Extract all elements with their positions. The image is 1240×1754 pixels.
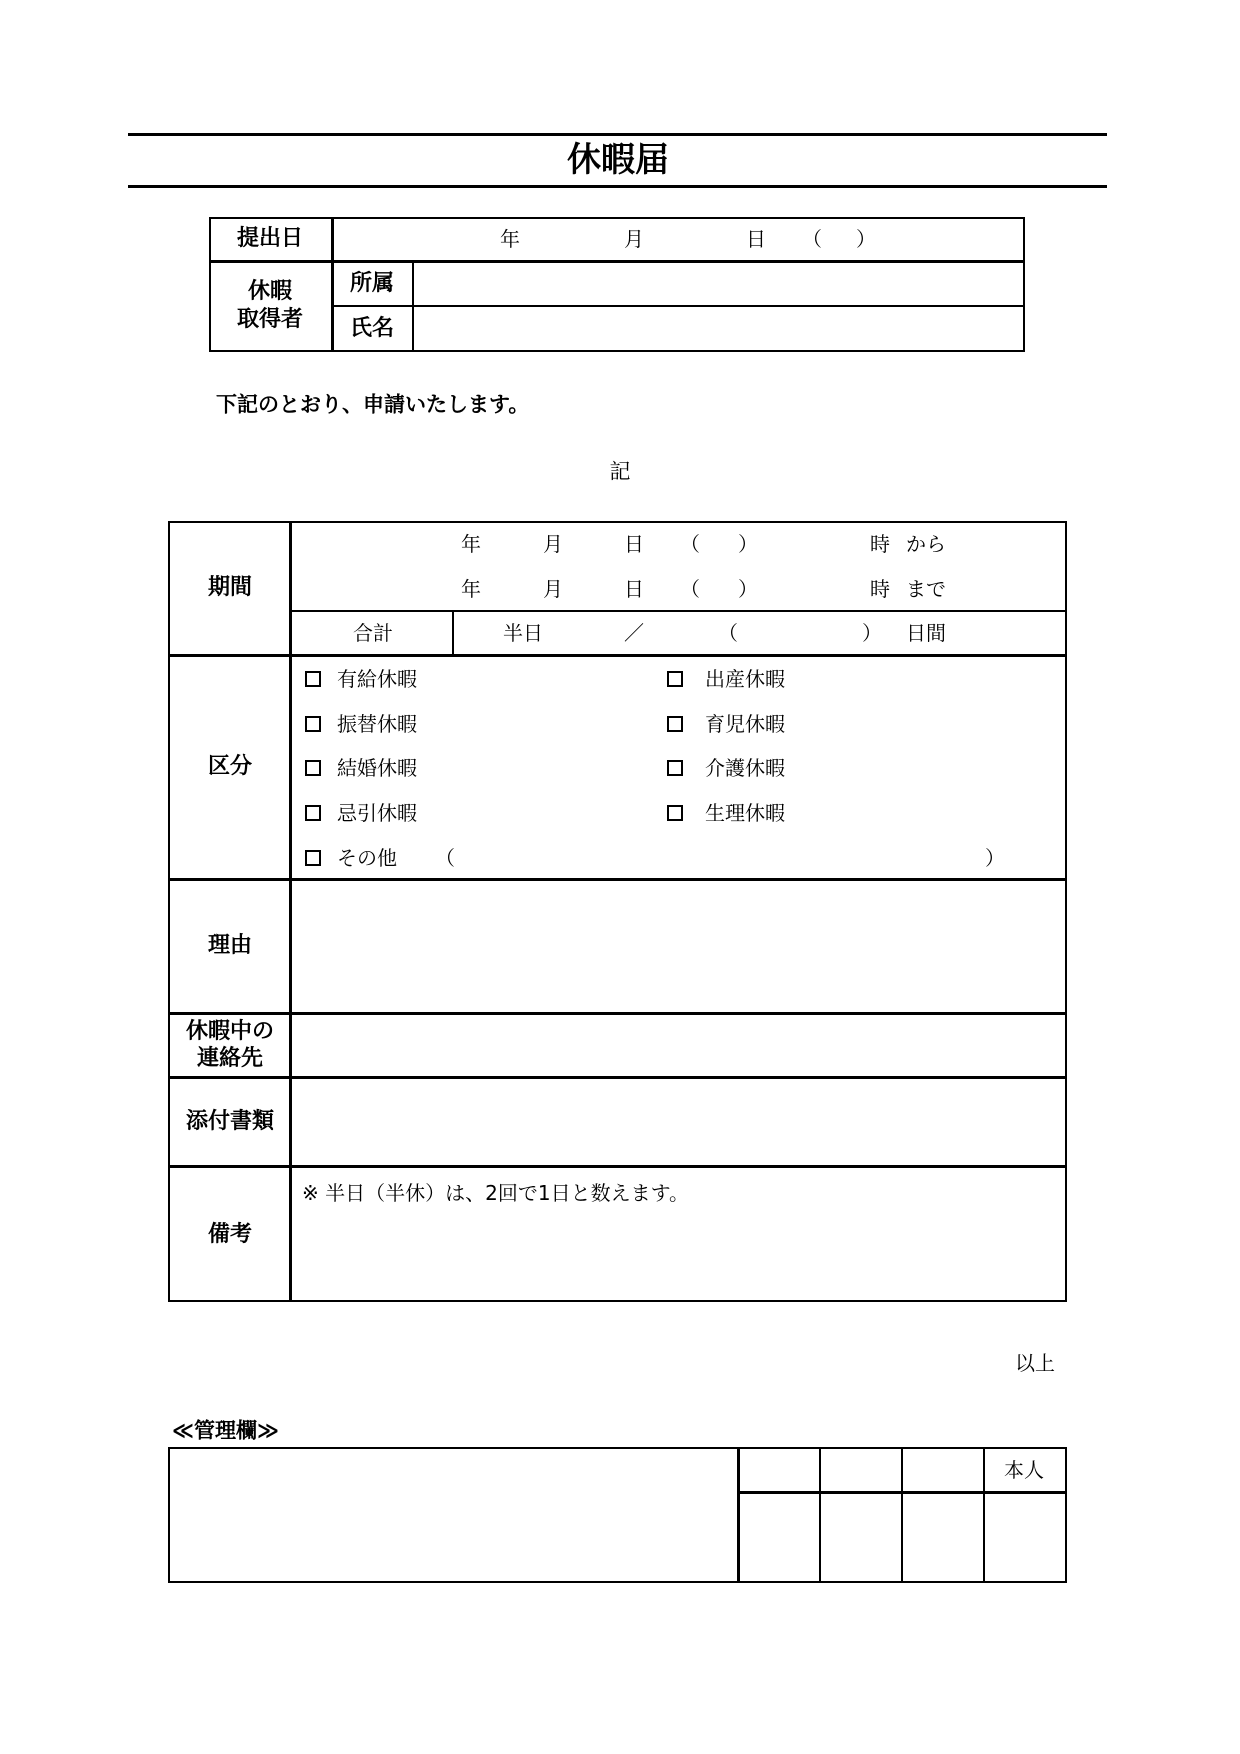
checkbox-icon[interactable] — [305, 850, 321, 866]
category-other-paren-open: （ — [435, 846, 455, 870]
reason-label: 理由 — [207, 933, 253, 958]
attachments-label: 添付書類 — [185, 1109, 275, 1134]
reason-field[interactable] — [292, 881, 1064, 1011]
period-to-paren-open: （ — [680, 577, 700, 601]
name-label: 氏名 — [349, 316, 395, 341]
category-option-label: 生理休暇 — [705, 801, 785, 825]
total-days: 日間 — [906, 621, 946, 645]
category-option-label: 結婚休暇 — [337, 756, 417, 780]
period-to-hour: 時 — [870, 577, 890, 601]
application-statement: 下記のとおり、申請いたします。 — [216, 392, 530, 417]
title-rule-bottom — [128, 185, 1107, 188]
name-field[interactable] — [416, 308, 1022, 350]
category-option-label: 忌引休暇 — [337, 801, 417, 825]
submit-date-paren-open: （ — [802, 227, 822, 251]
ki-heading: 記 — [609, 459, 631, 484]
stamp-box[interactable] — [740, 1494, 818, 1580]
total-half-day: 半日 — [503, 621, 543, 645]
closing-text: 以上 — [1015, 1351, 1055, 1375]
stamp-box[interactable] — [822, 1494, 900, 1580]
period-from-suffix: から — [906, 532, 946, 556]
submit-date-label: 提出日 — [236, 226, 304, 251]
period-from-paren-close: ） — [738, 532, 758, 556]
stamp-header-self: 本人 — [1004, 1458, 1044, 1482]
submit-date-month: 月 — [624, 227, 644, 251]
period-to-day: 日 — [624, 577, 644, 601]
checkbox-icon[interactable] — [667, 805, 683, 821]
category-other-field[interactable] — [458, 845, 988, 871]
period-to-year: 年 — [461, 577, 481, 601]
period-to-paren-close: ） — [738, 577, 758, 601]
checkbox-icon[interactable] — [305, 671, 321, 687]
stamp-box-self[interactable] — [986, 1494, 1064, 1580]
category-label: 区分 — [207, 754, 253, 779]
period-to-month: 月 — [543, 577, 563, 601]
period-from-day: 日 — [624, 532, 644, 556]
page-title: 休暇届 — [567, 140, 669, 180]
total-slash: ／ — [624, 621, 644, 645]
department-field[interactable] — [416, 263, 1022, 304]
category-option-label: 介護休暇 — [705, 756, 785, 780]
admin-notes-area[interactable] — [171, 1450, 736, 1580]
checkbox-icon[interactable] — [305, 805, 321, 821]
checkbox-icon[interactable] — [305, 760, 321, 776]
applicant-label-line2: 取得者 — [236, 307, 304, 332]
remarks-note: ※ 半日（半休）は、2回で1日と数えます。 — [302, 1181, 689, 1205]
admin-heading: ≪管理欄≫ — [172, 1418, 279, 1443]
period-to-field[interactable] — [292, 567, 1064, 609]
period-from-paren-open: （ — [680, 532, 700, 556]
total-paren-open: （ — [718, 621, 738, 645]
contact-field[interactable] — [292, 1015, 1064, 1075]
title-rule-top — [128, 133, 1107, 136]
period-to-suffix: まで — [906, 577, 946, 601]
period-label: 期間 — [207, 575, 253, 600]
total-field[interactable] — [456, 613, 1064, 653]
contact-label-line2: 連絡先 — [196, 1046, 264, 1071]
submit-date-field[interactable] — [333, 219, 1023, 260]
attachments-field[interactable] — [292, 1079, 1064, 1164]
submit-date-year: 年 — [500, 227, 520, 251]
total-paren-close: ） — [862, 621, 882, 645]
period-from-hour: 時 — [870, 532, 890, 556]
category-option-label: 有給休暇 — [337, 667, 417, 691]
period-from-year: 年 — [461, 532, 481, 556]
checkbox-icon[interactable] — [667, 671, 683, 687]
checkbox-icon[interactable] — [667, 760, 683, 776]
total-label: 合計 — [353, 621, 393, 645]
category-other-paren-close: ） — [985, 846, 1005, 870]
category-option-label: 振替休暇 — [337, 712, 417, 736]
remarks-label: 備考 — [207, 1222, 253, 1247]
period-from-month: 月 — [543, 532, 563, 556]
category-other-label: その他 — [337, 846, 397, 870]
checkbox-icon[interactable] — [667, 716, 683, 732]
category-option-label: 出産休暇 — [705, 667, 785, 691]
stamp-box[interactable] — [904, 1494, 982, 1580]
department-label: 所属 — [349, 271, 395, 296]
applicant-label-line1: 休暇 — [247, 279, 293, 304]
submit-date-day: 日 — [746, 227, 766, 251]
category-option-label: 育児休暇 — [705, 712, 785, 736]
contact-label-line1: 休暇中の — [185, 1019, 275, 1044]
submit-date-paren-close: ） — [856, 227, 876, 251]
period-from-field[interactable] — [292, 524, 1064, 566]
checkbox-icon[interactable] — [305, 716, 321, 732]
